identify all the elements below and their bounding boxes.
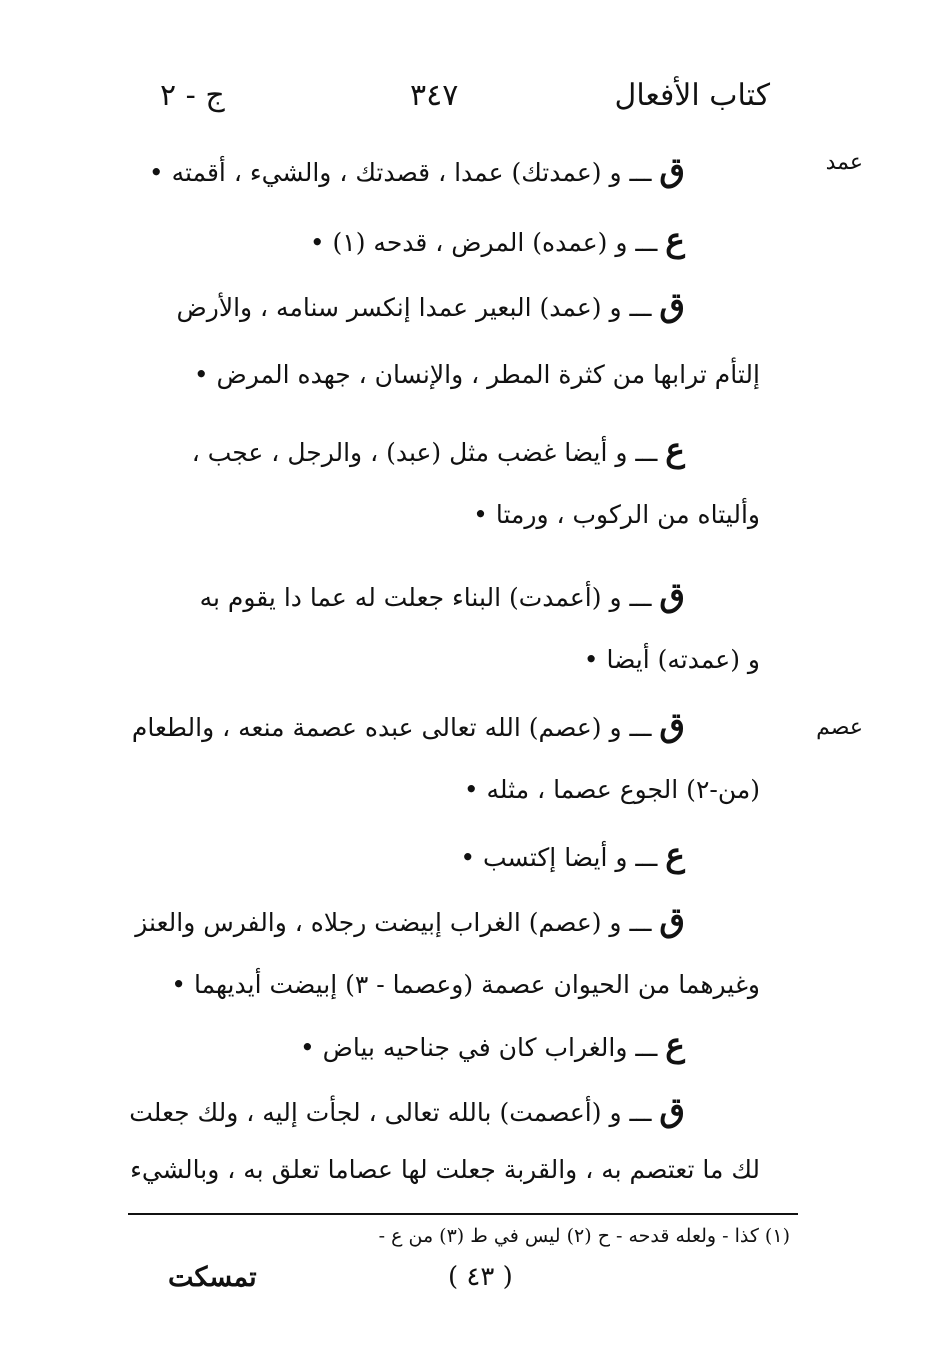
margin-entry-amd: عمد bbox=[825, 150, 863, 175]
text-line bbox=[473, 500, 760, 529]
text-line bbox=[171, 970, 760, 999]
catchword: تمسكت bbox=[168, 1262, 257, 1293]
margin-entry-asm: عصم bbox=[816, 715, 863, 740]
line-text: ـــ و (عصم) الله تعالى عبده عصمة منعه ، والطعام bbox=[131, 713, 652, 742]
line-text: ـــ و (عمد) البعير عمدا إنكسر سنامه ، والأرض bbox=[176, 293, 652, 322]
line-text: إلتأم ترابها من كثرة المطر ، والإنسان ، جهده المرض • bbox=[193, 360, 760, 389]
line-text: ـــ و أيضا غضب مثل (عبد) ، والرجل ، عجب ، bbox=[191, 438, 658, 467]
text-line bbox=[584, 645, 760, 674]
footnote: (١) كذا - ولعله قدحه - ح (٢) ليس في ط (٣) من ع - bbox=[378, 1225, 790, 1247]
siglum: ع bbox=[665, 835, 685, 874]
line-text: وأليتاه من الركوب ، ورمتا • bbox=[473, 500, 760, 529]
siglum: ق bbox=[659, 1090, 685, 1129]
text-line bbox=[132, 705, 685, 744]
line-text: ـــ والغراب كان في جناحيه بياض • bbox=[299, 1033, 658, 1062]
line-text: ـــ و (عصم) الغراب إبيضت رجلاه ، والفرس والعنز bbox=[135, 908, 652, 937]
line-text: وغيرهما من الحيوان عصمة (وعصما - ٣) إبيضت أيديهما • bbox=[171, 970, 760, 999]
text-line bbox=[130, 1155, 760, 1184]
volume-label: ج - ٢ bbox=[160, 78, 225, 113]
line-text: ـــ و (عمده) المرض ، قدحه (١) • bbox=[309, 228, 658, 257]
text-line bbox=[177, 285, 685, 324]
line-text: ـــ و (عمدتك) عمدا ، قصدتك ، والشيء ، أقمته • bbox=[148, 158, 652, 187]
text-line bbox=[460, 835, 685, 874]
text-line bbox=[464, 775, 760, 804]
text-line bbox=[200, 575, 685, 614]
siglum: ع bbox=[665, 1025, 685, 1064]
siglum: ع bbox=[665, 430, 685, 469]
signature-mark: ( ٤٣ ) bbox=[448, 1262, 513, 1292]
line-text: (من-٢) الجوع عصما ، مثله • bbox=[463, 775, 760, 804]
siglum: ق bbox=[659, 150, 685, 189]
text-line bbox=[129, 1090, 685, 1129]
line-text: لك ما تعتصم به ، والقربة جعلت لها عصاما تعلق به ، وبالشيء bbox=[130, 1155, 760, 1184]
siglum: ق bbox=[659, 285, 685, 324]
line-text: ـــ و (أعصمت) بالله تعالى ، لجأت إليه ، ولك جعلت bbox=[129, 1098, 652, 1127]
line-text: ـــ و (أعمدت) البناء جعلت له عما دا يقوم به bbox=[199, 583, 652, 612]
running-header bbox=[130, 78, 770, 128]
siglum: ق bbox=[659, 705, 685, 744]
line-text: و (عمدته) أيضا • bbox=[583, 645, 760, 674]
text-line bbox=[135, 900, 685, 939]
text-line bbox=[310, 220, 685, 259]
siglum: ق bbox=[659, 900, 685, 939]
line-text: ـــ و أيضا إكتسب • bbox=[460, 843, 658, 872]
siglum: ق bbox=[659, 575, 685, 614]
book-title: كتاب الأفعال bbox=[614, 78, 770, 113]
text-line bbox=[192, 430, 685, 469]
footnote-rule bbox=[128, 1213, 798, 1215]
text-line bbox=[300, 1025, 685, 1064]
siglum: ع bbox=[665, 220, 685, 259]
text-line bbox=[149, 150, 685, 189]
text-line bbox=[194, 360, 760, 389]
page-number: ٣٤٧ bbox=[410, 78, 459, 113]
